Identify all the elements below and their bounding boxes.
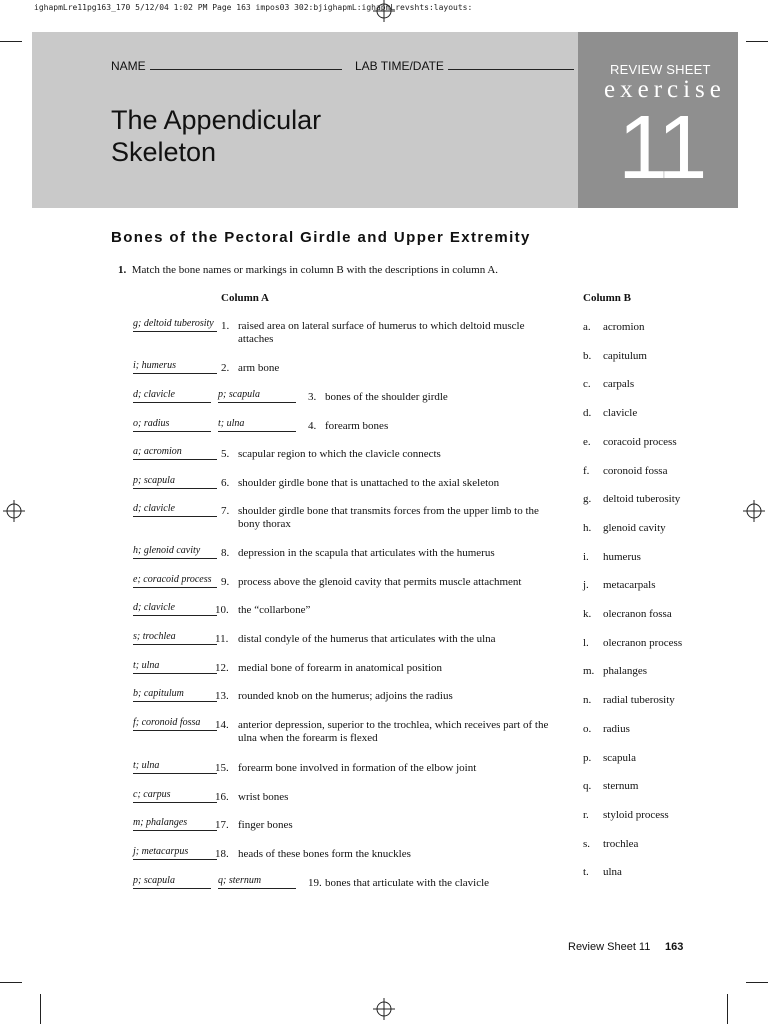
page-title: The Appendicular Skeleton [111, 105, 322, 167]
item-description: bones that articulate with the clavicle [325, 877, 490, 889]
column-b-letter: l. [583, 636, 589, 649]
registration-mark-icon [373, 0, 395, 22]
name-label: NAME [111, 59, 146, 73]
item-number: 12. [215, 662, 229, 674]
item-number: 5. [221, 448, 230, 460]
column-b-letter: d. [583, 407, 592, 420]
item-description: arm bone [238, 362, 280, 374]
crop-mark [40, 994, 41, 1024]
column-b-letter: h. [583, 521, 592, 534]
item-number: 18. [215, 848, 229, 860]
column-b-name: sternum [603, 780, 639, 793]
crop-mark [0, 41, 22, 42]
column-b-name: coracoid process [603, 435, 677, 448]
column-b-letter: o. [583, 722, 592, 735]
column-b-name: olecranon fossa [603, 608, 672, 620]
column-b-name: metacarpals [603, 579, 656, 592]
answer-blank[interactable]: p; scapula [133, 875, 211, 889]
column-b-letter: s. [583, 837, 591, 850]
answer-blank[interactable]: t; ulna [218, 418, 296, 432]
answer-blank[interactable]: o; radius [133, 418, 211, 432]
answer-blank[interactable]: e; coracoid process [133, 574, 217, 588]
question-instruction: 1. Match the bone names or markings in column B with the descriptions in column A. [118, 264, 499, 276]
item-description: bones of the shoulder girdle [325, 391, 448, 403]
item-number: 4. [308, 420, 317, 432]
column-b-letter: m. [583, 665, 595, 678]
column-b-letter: i. [583, 550, 589, 563]
answer-blank[interactable]: g; deltoid tuberosity [133, 318, 217, 332]
item-description: forearm bones [325, 420, 389, 432]
print-slug: ighapmLre11pg163_170 5/12/04 1:02 PM Page 163 impos03 302:bjighapmL:ighapmLrevshts:layouts: [34, 3, 473, 12]
exercise-label: exercise [604, 76, 726, 103]
crop-mark [727, 994, 728, 1024]
column-b-name: humerus [603, 550, 641, 563]
item-number: 7. [221, 505, 230, 517]
answer-blank[interactable]: d; clavicle [133, 503, 217, 517]
item-description: rounded knob on the humerus; adjoins the radius [238, 690, 453, 702]
item-description: finger bones [238, 819, 293, 831]
item-number: 6. [221, 477, 230, 489]
registration-mark-icon [743, 500, 765, 522]
answer-blank[interactable]: p; scapula [133, 475, 217, 489]
column-b-name: coronoid fossa [603, 464, 668, 477]
answer-blank[interactable]: t; ulna [133, 760, 217, 774]
column-b-header: Column B [583, 292, 631, 304]
item-description: anterior depression, superior to the trochlea, which receives part of the ulna when the forearm is flexed [238, 719, 549, 744]
review-sheet-label: REVIEW SHEET [610, 62, 711, 77]
column-b-letter: p. [583, 751, 592, 764]
column-b-name: olecranon process [603, 636, 683, 649]
answer-blank[interactable]: j; metacarpus [133, 846, 217, 860]
answer-blank[interactable]: f; coronoid fossa [133, 717, 217, 731]
item-description: process above the glenoid cavity that permits muscle attachment [238, 576, 522, 588]
exercise-number: 11 [618, 98, 704, 198]
column-b-letter: r. [583, 808, 589, 821]
column-b-letter: n. [583, 694, 592, 707]
column-b-name: phalanges [603, 665, 647, 678]
answer-blank[interactable]: c; carpus [133, 789, 217, 803]
crop-mark [746, 982, 768, 983]
column-b-letter: f. [583, 464, 590, 477]
item-number: 11. [215, 633, 229, 645]
item-description: heads of these bones form the knuckles [238, 848, 411, 860]
item-number: 3. [308, 391, 317, 403]
column-b-letter: q. [583, 780, 592, 793]
item-number: 17. [215, 819, 229, 831]
lab-time-label: LAB TIME/DATE [355, 59, 444, 73]
item-description: medial bone of forearm in anatomical position [238, 662, 443, 674]
lab-time-field[interactable] [355, 57, 574, 73]
item-number: 10. [215, 604, 229, 616]
answer-blank[interactable]: p; scapula [218, 389, 296, 403]
answer-blank[interactable]: s; trochlea [133, 631, 217, 645]
item-number: 13. [215, 690, 229, 702]
item-description: raised area on lateral surface of humerus to which deltoid muscle attaches [238, 320, 525, 345]
column-b-letter: j. [583, 579, 589, 592]
answer-blank[interactable]: q; sternum [218, 875, 296, 889]
column-b-letter: e. [583, 435, 591, 448]
column-b-letter: t. [583, 866, 589, 879]
column-b-name: styloid process [603, 808, 669, 821]
column-b-name: capitulum [603, 349, 647, 362]
answer-blank[interactable]: a; acromion [133, 446, 217, 460]
item-description: distal condyle of the humerus that articulates with the ulna [238, 633, 496, 645]
crop-mark [0, 982, 22, 983]
item-number: 16. [215, 791, 229, 803]
item-number: 19. [308, 877, 322, 889]
item-number: 8. [221, 547, 230, 559]
item-number: 1. [221, 320, 230, 332]
column-b-name: trochlea [603, 837, 639, 850]
item-number: 15. [215, 762, 229, 774]
item-description: shoulder girdle bone that transmits forces from the upper limb to the bony thorax [238, 505, 539, 530]
answer-blank[interactable]: h; glenoid cavity [133, 545, 217, 559]
column-b-name: scapula [603, 751, 636, 764]
column-b-letter: g. [583, 493, 592, 506]
answer-blank[interactable]: d; clavicle [133, 602, 217, 616]
answer-blank[interactable]: i; humerus [133, 360, 217, 374]
column-b-name: deltoid tuberosity [603, 493, 681, 506]
column-b-letter: b. [583, 349, 592, 362]
column-b-letter: c. [583, 378, 591, 391]
column-b-name: clavicle [603, 407, 638, 420]
answer-blank[interactable]: t; ulna [133, 660, 217, 674]
column-b-name: carpals [603, 378, 635, 391]
registration-mark-icon [3, 500, 25, 522]
item-number: 2. [221, 362, 230, 374]
item-description: forearm bone involved in formation of the elbow joint [238, 762, 477, 774]
column-b-name: radial tuberosity [603, 694, 675, 707]
footer-label: Review Sheet 11 [568, 941, 651, 953]
answer-blank[interactable]: b; capitulum [133, 688, 217, 702]
item-description: the “collarbone” [238, 604, 311, 616]
column-b-letter: a. [583, 321, 591, 333]
column-b-name: acromion [603, 321, 645, 333]
item-description: scapular region to which the clavicle connects [238, 448, 441, 460]
section-title: Bones of the Pectoral Girdle and Upper Extremity [111, 229, 531, 246]
registration-mark-icon [373, 998, 395, 1020]
column-a-header: Column A [221, 292, 269, 304]
column-b-letter: k. [583, 608, 592, 620]
answer-blank[interactable]: m; phalanges [133, 817, 217, 831]
column-b-name: radius [603, 722, 630, 735]
item-description: shoulder girdle bone that is unattached to the axial skeleton [238, 477, 500, 489]
item-number: 9. [221, 576, 230, 588]
item-description: wrist bones [238, 791, 289, 803]
crop-mark [746, 41, 768, 42]
answer-blank[interactable]: d; clavicle [133, 389, 211, 403]
column-b-name: ulna [603, 866, 622, 879]
item-description: depression in the scapula that articulates with the humerus [238, 547, 495, 559]
item-number: 14. [215, 719, 229, 731]
exercise-badge [578, 32, 738, 208]
name-field[interactable] [111, 57, 342, 73]
page-number: 163 [665, 941, 684, 953]
column-b-name: glenoid cavity [603, 521, 666, 534]
